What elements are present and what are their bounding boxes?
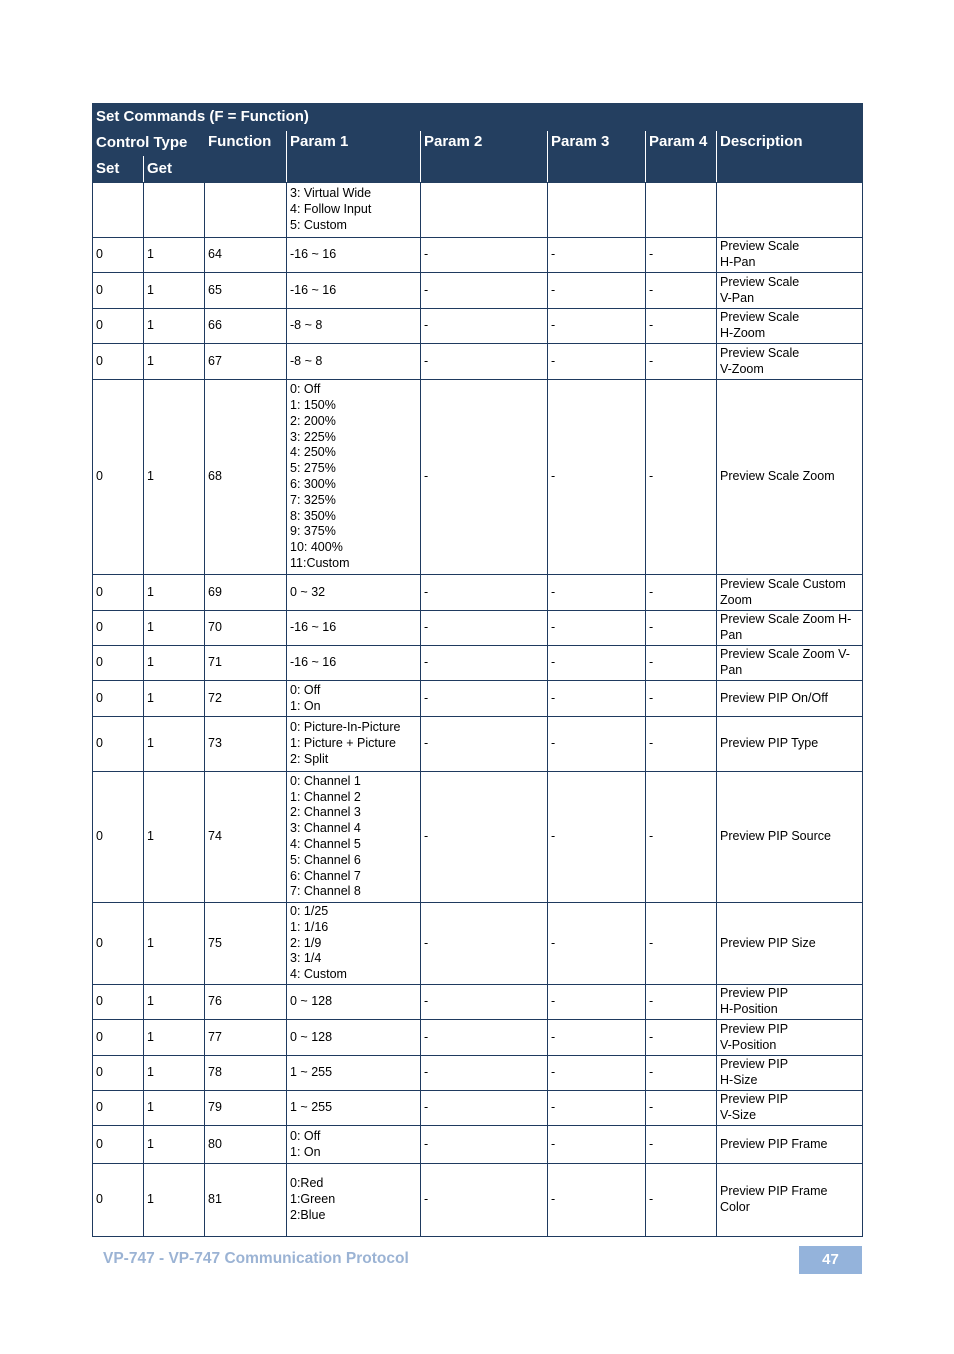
cell-param4: -: [646, 1056, 717, 1091]
cell-param2: -: [421, 681, 548, 717]
cell-description: [717, 344, 863, 380]
cell-param4: -: [646, 903, 717, 985]
cell-param1: [287, 380, 421, 575]
cell-param1-line: -16 ~ 16: [290, 620, 337, 635]
cell-param2: -: [421, 1020, 548, 1056]
cell-description-line: Preview PIP Frame: [720, 1136, 828, 1151]
cell-param4: -: [646, 611, 717, 646]
cell-description: [717, 1091, 863, 1126]
cell-param3: -: [548, 273, 646, 309]
cell-description-line: Preview Scale: [720, 310, 800, 325]
cell-description-line: Preview Scale: [720, 239, 800, 254]
cell-function: 68: [205, 380, 287, 575]
cell-description-line: H-Size: [720, 1073, 758, 1087]
cell-param2: -: [421, 273, 548, 309]
cell-param1-line: 0: Off: [290, 1128, 321, 1143]
header-param1: Param 1: [287, 131, 421, 183]
table-row: [93, 646, 863, 681]
cell-param1-line: -16 ~ 16: [290, 655, 337, 670]
cell-description-line: Preview PIP Size: [720, 935, 816, 950]
cell-param4: -: [646, 575, 717, 611]
cell-param3: -: [548, 646, 646, 681]
cell-function: 72: [205, 681, 287, 717]
cell-param1: [287, 646, 421, 681]
cell-param1-line: 1: Picture + Picture: [290, 736, 396, 751]
cell-set: 0: [93, 309, 144, 344]
cell-description-line: Preview PIP Type: [720, 736, 819, 751]
cell-set: 0: [93, 717, 144, 772]
cell-function: 76: [205, 985, 287, 1020]
table-row: [93, 380, 863, 575]
cell-param4: -: [646, 273, 717, 309]
cell-param2: -: [421, 1091, 548, 1126]
cell-param2: [421, 183, 548, 238]
cell-param1-line: 1: 1/16: [290, 919, 329, 934]
cell-param1-line: 7: 325%: [290, 492, 336, 507]
set-commands-table: [92, 103, 863, 1237]
cell-param4: -: [646, 646, 717, 681]
cell-param2: -: [421, 238, 548, 273]
cell-param1-line: -8 ~ 8: [290, 353, 323, 368]
cell-description-line: V-Size: [720, 1108, 757, 1122]
cell-description-line: Color: [720, 1200, 750, 1214]
cell-param1: [287, 611, 421, 646]
cell-description-line: H-Pan: [720, 255, 756, 269]
table-row: [93, 772, 863, 903]
cell-function: 65: [205, 273, 287, 309]
cell-param3: [548, 183, 646, 238]
cell-param1-line: 0 ~ 128: [290, 994, 333, 1009]
cell-param1-line: 1: 150%: [290, 398, 336, 413]
table-row: [93, 575, 863, 611]
cell-param1-line: 0: Off: [290, 682, 321, 697]
cell-set: 0: [93, 681, 144, 717]
cell-param1-line: 4: Channel 5: [290, 837, 361, 851]
cell-param1-line: 6: Channel 7: [290, 868, 361, 883]
cell-description-line: Pan: [720, 663, 743, 677]
cell-param1-line: 1 ~ 255: [290, 1100, 333, 1115]
cell-description: [717, 646, 863, 681]
cell-param1-line: 1 ~ 255: [290, 1065, 333, 1080]
cell-function: 70: [205, 611, 287, 646]
cell-param2: -: [421, 1056, 548, 1091]
cell-get: 1: [144, 646, 205, 681]
cell-get: 1: [144, 344, 205, 380]
cell-param1-line: 2: 1/9: [290, 935, 322, 950]
cell-description: [717, 1020, 863, 1056]
cell-function: 77: [205, 1020, 287, 1056]
cell-param2: -: [421, 575, 548, 611]
cell-param1: [287, 681, 421, 717]
cell-description-line: Preview PIP Source: [720, 829, 831, 844]
cell-param1-line: 0: Off: [290, 382, 321, 397]
cell-param1-line: -8 ~ 8: [290, 318, 323, 333]
cell-get: 1: [144, 903, 205, 985]
cell-description: [717, 273, 863, 309]
cell-param1-line: -16 ~ 16: [290, 247, 337, 262]
cell-description-line: V-Pan: [720, 290, 755, 305]
cell-param1-line: 2:Blue: [290, 1207, 326, 1222]
cell-set: 0: [93, 1164, 144, 1237]
cell-param4: -: [646, 985, 717, 1020]
cell-description-line: Preview Scale Zoom V-: [720, 647, 850, 662]
cell-param4: -: [646, 1164, 717, 1237]
cell-description-line: Preview PIP Frame: [720, 1184, 828, 1199]
cell-param4: -: [646, 1126, 717, 1164]
cell-function: 79: [205, 1091, 287, 1126]
cell-set: 0: [93, 380, 144, 575]
cell-get: 1: [144, 1091, 205, 1126]
cell-get: 1: [144, 772, 205, 903]
cell-param4: [646, 183, 717, 238]
cell-param1: [287, 772, 421, 903]
cell-param3: -: [548, 575, 646, 611]
cell-param1-line: 5: Custom: [290, 217, 347, 232]
cell-param2: -: [421, 646, 548, 681]
cell-get: [144, 183, 205, 238]
cell-param1-line: 1: On: [290, 698, 321, 713]
cell-param3: -: [548, 238, 646, 273]
cell-param2: -: [421, 772, 548, 903]
cell-set: 0: [93, 1091, 144, 1126]
cell-param1-line: 1: On: [290, 1144, 321, 1159]
cell-get: 1: [144, 273, 205, 309]
cell-param4: -: [646, 344, 717, 380]
cell-param2: -: [421, 717, 548, 772]
cell-get: 1: [144, 380, 205, 575]
cell-function: 81: [205, 1164, 287, 1237]
cell-param3: -: [548, 1126, 646, 1164]
cell-description-line: H-Zoom: [720, 326, 766, 340]
cell-param1-line: 4: 250%: [290, 445, 336, 460]
cell-param2: -: [421, 1126, 548, 1164]
cell-param1-line: 11:Custom: [290, 555, 350, 570]
cell-param2: -: [421, 985, 548, 1020]
cell-get: 1: [144, 309, 205, 344]
cell-param1-line: -16 ~ 16: [290, 282, 337, 297]
cell-param4: -: [646, 681, 717, 717]
cell-description-line: Preview Scale Zoom H-: [720, 612, 852, 627]
cell-param1-line: 1: Channel 2: [290, 789, 361, 804]
cell-description: [717, 611, 863, 646]
cell-set: 0: [93, 344, 144, 380]
cell-function: [205, 183, 287, 238]
cell-function: 78: [205, 1056, 287, 1091]
cell-param3: -: [548, 717, 646, 772]
cell-param4: -: [646, 717, 717, 772]
cell-param1: [287, 575, 421, 611]
cell-get: 1: [144, 238, 205, 273]
cell-description: [717, 903, 863, 985]
cell-param4: -: [646, 380, 717, 575]
cell-description: [717, 183, 863, 238]
cell-param1-line: 3: 1/4: [290, 951, 322, 966]
table-row: [93, 1164, 863, 1237]
cell-param4: -: [646, 1091, 717, 1126]
cell-description-line: V-Zoom: [720, 361, 764, 376]
cell-description: [717, 380, 863, 575]
cell-function: 75: [205, 903, 287, 985]
table-row: [93, 717, 863, 772]
cell-param1-line: 6: 300%: [290, 477, 336, 491]
table-row: [93, 344, 863, 380]
cell-param3: -: [548, 985, 646, 1020]
cell-param1-line: 9: 375%: [290, 524, 336, 539]
cell-description: [717, 575, 863, 611]
cell-param1: [287, 344, 421, 380]
header-function: Function: [205, 131, 287, 183]
cell-function: 73: [205, 717, 287, 772]
cell-param1-line: 2: Channel 3: [290, 805, 361, 820]
cell-description-line: Preview Scale Custom: [720, 576, 846, 591]
header-param2: Param 2: [421, 131, 548, 183]
cell-description: [717, 772, 863, 903]
cell-set: 0: [93, 1056, 144, 1091]
header-control-type: Control Type: [93, 131, 205, 156]
cell-get: 1: [144, 575, 205, 611]
cell-param1: [287, 1020, 421, 1056]
cell-description-line: Preview Scale: [720, 345, 800, 360]
cell-param1: [287, 1091, 421, 1126]
cell-param3: -: [548, 681, 646, 717]
cell-description: [717, 717, 863, 772]
cell-description-line: Preview Scale: [720, 274, 800, 289]
cell-description-line: V-Position: [720, 1037, 777, 1052]
cell-description-line: Preview PIP: [720, 986, 789, 1001]
cell-description-line: Preview PIP: [720, 1092, 789, 1107]
cell-function: 71: [205, 646, 287, 681]
cell-description: [717, 681, 863, 717]
cell-get: 1: [144, 985, 205, 1020]
header-param3: Param 3: [548, 131, 646, 183]
header-set: Set: [93, 156, 144, 183]
cell-param1: [287, 717, 421, 772]
cell-param1: [287, 183, 421, 238]
cell-param1-line: 0: Channel 1: [290, 773, 361, 788]
cell-param1-line: 4: Follow Input: [290, 202, 372, 217]
table-row: [93, 611, 863, 646]
cell-set: 0: [93, 273, 144, 309]
cell-param1: [287, 1164, 421, 1237]
cell-function: 80: [205, 1126, 287, 1164]
cell-set: 0: [93, 772, 144, 903]
cell-param2: -: [421, 903, 548, 985]
cell-param4: -: [646, 1020, 717, 1056]
cell-set: 0: [93, 985, 144, 1020]
cell-param2: -: [421, 611, 548, 646]
cell-param1-line: 7: Channel 8: [290, 884, 361, 899]
cell-description: [717, 1164, 863, 1237]
footer-title: VP-747 - VP-747 Communication Protocol: [103, 1250, 409, 1267]
table-row: [93, 238, 863, 273]
cell-param2: -: [421, 309, 548, 344]
cell-function: 66: [205, 309, 287, 344]
cell-param1-line: 4: Custom: [290, 967, 347, 982]
cell-param1-line: 0: 1/25: [290, 904, 329, 918]
cell-description-line: Pan: [720, 628, 743, 642]
cell-param2: -: [421, 1164, 548, 1237]
cell-get: 1: [144, 717, 205, 772]
cell-param1-line: 2: Split: [290, 751, 329, 766]
header-description: Description: [717, 131, 863, 183]
cell-param3: -: [548, 1164, 646, 1237]
cell-description: [717, 985, 863, 1020]
cell-param3: -: [548, 1056, 646, 1091]
cell-function: 69: [205, 575, 287, 611]
cell-description: [717, 1126, 863, 1164]
cell-set: 0: [93, 611, 144, 646]
cell-param1-line: 10: 400%: [290, 540, 343, 555]
cell-param3: -: [548, 611, 646, 646]
cell-param1: [287, 238, 421, 273]
table-row: [93, 1126, 863, 1164]
cell-param3: -: [548, 309, 646, 344]
cell-description-line: Preview Scale Zoom: [720, 469, 835, 484]
cell-param3: -: [548, 1091, 646, 1126]
cell-param1: [287, 903, 421, 985]
table-row: [93, 1091, 863, 1126]
cell-param1-line: 3: 225%: [290, 429, 336, 444]
cell-set: 0: [93, 1126, 144, 1164]
cell-function: 67: [205, 344, 287, 380]
cell-param2: -: [421, 344, 548, 380]
cell-param1-line: 0 ~ 128: [290, 1029, 333, 1044]
table-row: [93, 681, 863, 717]
cell-get: 1: [144, 681, 205, 717]
cell-param1-line: 1:Green: [290, 1192, 336, 1207]
cell-description: [717, 1056, 863, 1091]
cell-get: 1: [144, 1164, 205, 1237]
table-row: [93, 985, 863, 1020]
cell-get: 1: [144, 1020, 205, 1056]
cell-description-line: Zoom: [720, 592, 752, 607]
cell-param1-line: 8: 350%: [290, 508, 336, 523]
cell-param4: -: [646, 238, 717, 273]
table-row: [93, 273, 863, 309]
cell-param1-line: 5: 275%: [290, 461, 336, 476]
table-title: Set Commands (F = Function): [93, 104, 863, 131]
cell-function: 64: [205, 238, 287, 273]
table-row: [93, 1020, 863, 1056]
cell-description-line: Preview PIP On/Off: [720, 690, 828, 705]
header-param4: Param 4: [646, 131, 717, 183]
cell-get: 1: [144, 1126, 205, 1164]
cell-get: 1: [144, 1056, 205, 1091]
cell-set: [93, 183, 144, 238]
cell-param3: -: [548, 344, 646, 380]
header-get: Get: [144, 156, 205, 183]
table-row: [93, 1056, 863, 1091]
cell-param1-line: 0: Picture-In-Picture: [290, 720, 401, 735]
cell-param3: -: [548, 380, 646, 575]
cell-description: [717, 238, 863, 273]
cell-get: 1: [144, 611, 205, 646]
cell-param1-line: 0:Red: [290, 1176, 324, 1191]
cell-param3: -: [548, 772, 646, 903]
cell-param3: -: [548, 1020, 646, 1056]
cell-description-line: Preview PIP: [720, 1057, 789, 1072]
cell-param1-line: 5: Channel 6: [290, 852, 361, 867]
cell-param1: [287, 1126, 421, 1164]
cell-param1-line: 0 ~ 32: [290, 584, 326, 599]
cell-param4: -: [646, 772, 717, 903]
cell-param1-line: 3: Channel 4: [290, 821, 361, 836]
cell-function: 74: [205, 772, 287, 903]
cell-set: 0: [93, 903, 144, 985]
cell-param1: [287, 309, 421, 344]
cell-param1-line: 3: Virtual Wide: [290, 186, 372, 201]
cell-set: 0: [93, 646, 144, 681]
cell-set: 0: [93, 575, 144, 611]
page-number: 47: [799, 1246, 862, 1274]
cell-param3: -: [548, 903, 646, 985]
cell-set: 0: [93, 238, 144, 273]
cell-set: 0: [93, 1020, 144, 1056]
cell-param1: [287, 985, 421, 1020]
cell-param4: -: [646, 309, 717, 344]
cell-param1: [287, 273, 421, 309]
cell-param1-line: 2: 200%: [290, 413, 336, 428]
cell-param2: -: [421, 380, 548, 575]
table-body: [93, 183, 863, 1237]
cell-param1: [287, 1056, 421, 1091]
cell-description-line: H-Position: [720, 1002, 778, 1016]
cell-description-line: Preview PIP: [720, 1021, 789, 1036]
cell-description: [717, 309, 863, 344]
table-row: [93, 183, 863, 238]
table-row: [93, 309, 863, 344]
table-row: [93, 903, 863, 985]
